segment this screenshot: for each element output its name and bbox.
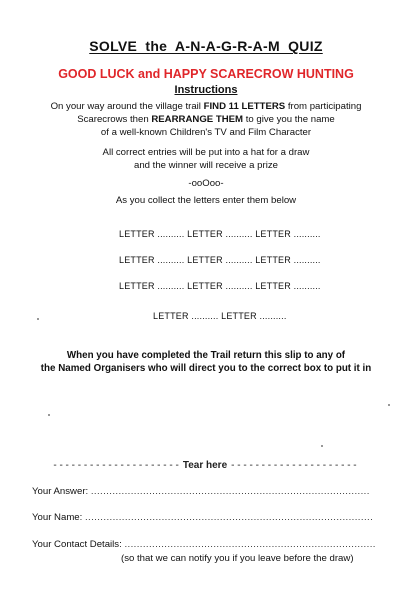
scan-speck (388, 404, 390, 406)
letter-row-3[interactable]: LETTER .......... LETTER .......... LETTER .......... (119, 281, 321, 291)
name-field[interactable] (32, 512, 373, 523)
letter-row-1[interactable]: LETTER .......... LETTER .......... LETTER .......... (119, 229, 321, 239)
instructions-heading: Instructions (174, 84, 238, 96)
instruction-line-3: of a well-known Children's TV and Film Character (100, 127, 312, 138)
name-label: Your Name: (32, 512, 83, 523)
instruction-line-4: All correct entries will be put into a hat for a draw (102, 147, 310, 158)
name-blank[interactable]: .............................................................................................. (84, 512, 374, 523)
tear-dashes-left: - - - - - - - - - - - - - - - - - - - - - (53, 460, 179, 471)
letter-row-4[interactable]: LETTER .......... LETTER .......... (153, 311, 287, 321)
instruction-text: from participating (285, 101, 362, 112)
contact-note: (so that we can notify you if you leave before the draw) (121, 553, 354, 564)
instruction-line-1 (0, 101, 412, 112)
subtitle: GOOD LUCK and HAPPY SCARECROW HUNTING (58, 67, 354, 81)
scan-speck (37, 318, 39, 320)
scan-speck (321, 445, 323, 447)
answer-field[interactable] (32, 486, 370, 497)
instruction-emphasis: REARRANGE THEM (151, 114, 244, 125)
separator-ornament: -ooOoo- (188, 178, 224, 189)
contact-blank[interactable]: .................................................................................. (124, 539, 376, 550)
instruction-line-6: As you collect the letters enter them below (115, 195, 297, 206)
contact-label: Your Contact Details: (32, 539, 122, 550)
scan-speck (48, 414, 50, 416)
return-notice-line-1: When you have completed the Trail return this slip to any of (66, 350, 346, 361)
instruction-line-5: and the winner will receive a prize (134, 160, 278, 171)
tear-line (32, 460, 378, 471)
answer-label: Your Answer: (32, 486, 89, 497)
instruction-text: Scarecrows then (77, 114, 152, 125)
tear-dashes-right: - - - - - - - - - - - - - - - - - - - - - (231, 460, 357, 471)
instruction-line-2 (0, 114, 412, 125)
letter-row-2[interactable]: LETTER .......... LETTER .......... LETTER .......... (119, 255, 321, 265)
tear-here-label: Tear here (182, 460, 228, 471)
page-title: SOLVE the A-N-A-G-R-A-M QUIZ (89, 38, 323, 54)
instruction-emphasis: FIND 11 LETTERS (203, 101, 286, 112)
return-notice-line-2: the Named Organisers who will direct you to the correct box to put it in (40, 363, 372, 374)
instruction-text: On your way around the village trail (50, 101, 204, 112)
answer-blank[interactable]: ........................................................................................... (90, 486, 370, 497)
contact-field[interactable] (32, 539, 376, 550)
instruction-text: to give you the name (243, 114, 335, 125)
